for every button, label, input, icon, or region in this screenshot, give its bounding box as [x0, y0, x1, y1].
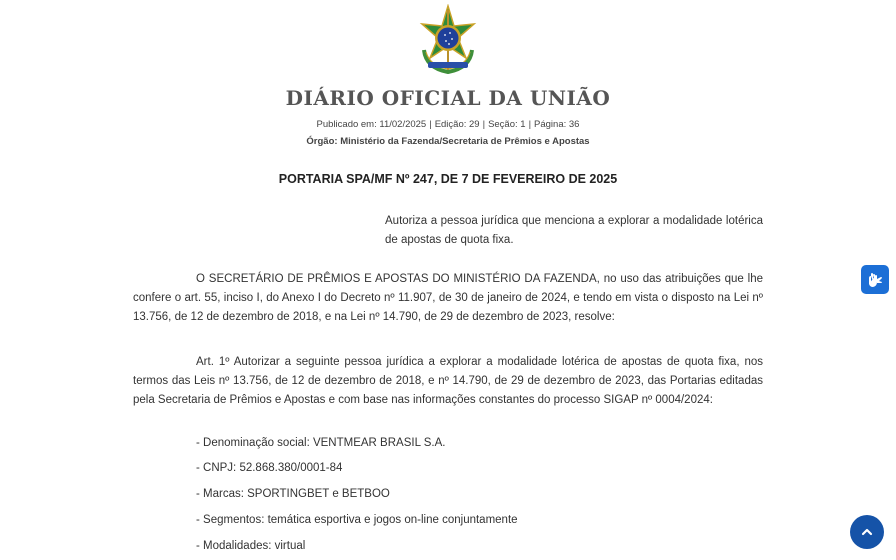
edition-number: Edição: 29: [434, 119, 480, 130]
organ-info: [0, 136, 896, 147]
act-title: PORTARIA SPA/MF Nº 247, DE 7 DE FEVEREIRO DE 2025: [278, 172, 618, 186]
masthead-title: DIÁRIO OFICIAL DA UNIÃO: [285, 86, 611, 110]
list-item: - Marcas: SPORTINGBET e BETBOO: [196, 488, 390, 500]
back-to-top-button[interactable]: [850, 515, 884, 549]
list-item: - CNPJ: 52.868.380/0001-84: [196, 462, 343, 474]
act-ementa: Autoriza a pessoa jurídica que menciona a explorar a modalidade lotérica de apostas de quota fixa.: [385, 215, 763, 246]
list-item: - Segmentos: temática esportiva e jogos on-line conjuntamente: [196, 514, 518, 526]
accessibility-button[interactable]: [861, 265, 889, 294]
separator: |: [482, 119, 486, 130]
separator: |: [528, 119, 532, 130]
list-item: - Denominação social: VENTMEAR BRASIL S.A.: [196, 437, 446, 449]
brazil-coat-of-arms-icon: [412, 4, 484, 76]
sign-language-hands-icon: [865, 270, 885, 290]
article-1-paragraph: Art. 1º Autorizar a seguinte pessoa jurídica a explorar a modalidade lotérica de apostas de quota fixa, nos termos das Leis nº 13.756, de 12 de dezembro de 2018, e nº 14.790, de 29 de dezembro de 2023, das Portarias editadas pela Secretaria de Prêmios e Apostas e com base nas informações constantes do processo SIGAP nº 0004/2024:: [133, 356, 763, 406]
organ-label: Órgão:: [306, 136, 338, 147]
separator: |: [429, 119, 432, 130]
preamble-paragraph: O SECRETÁRIO DE PRÊMIOS E APOSTAS DO MINISTÉRIO DA FAZENDA, no uso das atribuições que lhe confere o art. 55, inciso I, do Anexo I do Decreto nº 11.907, de 30 de janeiro de 2024, e tendo em vista o disposto na Lei nº 13.756, de 12 de dezembro de 2018, e na Lei nº 14.790, de 29 de dezembro de 2023, resolve:: [133, 273, 763, 323]
publication-info: [0, 119, 896, 130]
organ-value: Ministério da Fazenda/Secretaria de Prêmios e Apostas: [340, 136, 590, 147]
list-item: - Modalidades: virtual: [196, 540, 306, 552]
section-number: Seção: 1: [488, 119, 526, 130]
page-number: Página: 36: [534, 119, 580, 130]
chevron-up-icon: [860, 525, 874, 539]
published-date: Publicado em: 11/02/2025: [316, 119, 427, 130]
